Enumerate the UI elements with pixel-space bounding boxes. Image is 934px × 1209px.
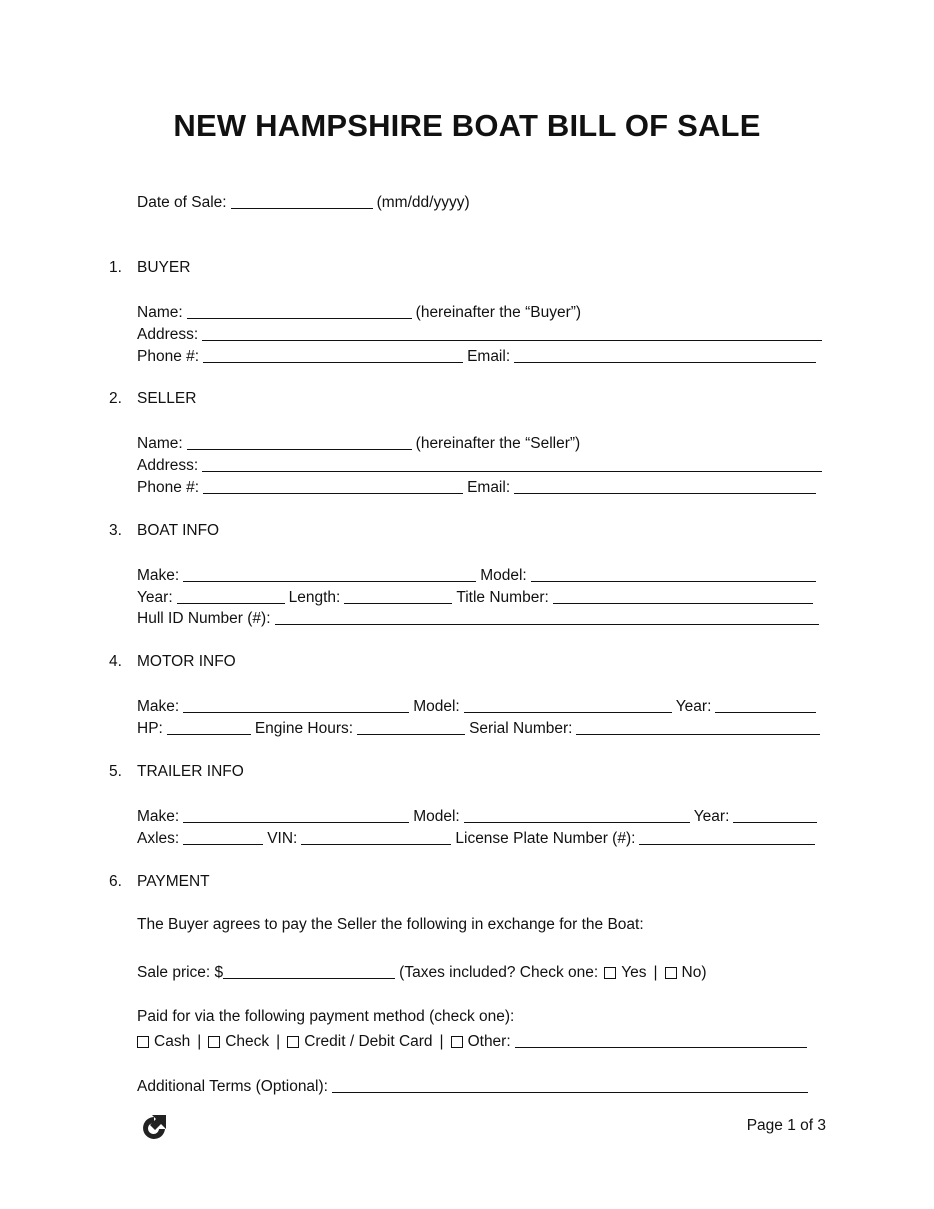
other-method-field[interactable] xyxy=(515,1032,807,1048)
card-checkbox[interactable] xyxy=(287,1036,299,1048)
seller-address-field[interactable] xyxy=(202,456,822,472)
cash-checkbox[interactable] xyxy=(137,1036,149,1048)
buyer-name-field[interactable] xyxy=(187,303,412,319)
motor-hours-label: Engine Hours: xyxy=(254,720,354,737)
trailer-make-row xyxy=(137,807,821,826)
motor-make-field[interactable] xyxy=(183,697,409,713)
motor-model-field[interactable] xyxy=(464,697,672,713)
boat-make-row xyxy=(137,566,820,585)
taxes-yes-label: Yes xyxy=(621,964,647,981)
cash-label: Cash xyxy=(154,1033,191,1050)
section-buyer-heading xyxy=(109,259,190,277)
boat-year-field[interactable] xyxy=(177,588,285,604)
motor-hp-label: HP: xyxy=(137,720,163,737)
sale-price-row xyxy=(137,963,707,982)
buyer-name-row xyxy=(137,303,581,322)
section-number: 2. xyxy=(109,390,122,407)
motor-model-label: Model: xyxy=(413,698,460,715)
seller-name-field[interactable] xyxy=(187,434,412,450)
trailer-year-field[interactable] xyxy=(733,807,817,823)
motor-hours-field[interactable] xyxy=(357,719,465,735)
buyer-email-label: Email: xyxy=(467,348,511,365)
boat-title-label: Title Number: xyxy=(456,589,549,606)
motor-hp-row xyxy=(137,719,824,738)
arrow-refresh-icon xyxy=(140,1112,170,1144)
motor-year-label: Year: xyxy=(675,698,712,715)
trailer-axles-label: Axles: xyxy=(137,830,180,847)
trailer-model-field[interactable] xyxy=(464,807,690,823)
seller-phone-field[interactable] xyxy=(203,478,463,494)
seller-name-label: Name: xyxy=(137,435,183,452)
motor-make-row xyxy=(137,697,820,716)
additional-terms-row xyxy=(137,1077,812,1096)
motor-make-label: Make: xyxy=(137,698,180,715)
section-trailer-heading xyxy=(109,763,244,781)
buyer-name-label: Name: xyxy=(137,304,183,321)
buyer-address-label: Address: xyxy=(137,326,199,343)
boat-model-field[interactable] xyxy=(531,566,816,582)
trailer-vin-field[interactable] xyxy=(301,829,451,845)
additional-terms-label: Additional Terms (Optional): xyxy=(137,1078,328,1095)
date-of-sale-field[interactable] xyxy=(231,193,373,209)
trailer-axles-row xyxy=(137,829,819,848)
check-label: Check xyxy=(225,1033,270,1050)
sale-price-label: Sale price: $ xyxy=(137,964,224,981)
payment-intro xyxy=(137,916,644,934)
seller-address-row xyxy=(137,456,826,475)
section-number: 3. xyxy=(109,522,122,539)
trailer-year-label: Year: xyxy=(693,808,730,825)
section-title: BUYER xyxy=(137,259,191,276)
motor-year-field[interactable] xyxy=(715,697,816,713)
boat-year-label: Year: xyxy=(137,589,173,606)
trailer-plate-label: License Plate Number (#): xyxy=(455,830,636,847)
card-label: Credit / Debit Card xyxy=(304,1033,433,1050)
seller-contact-row xyxy=(137,478,820,497)
buyer-phone-field[interactable] xyxy=(203,347,463,363)
buyer-contact-row xyxy=(137,347,820,366)
separator: | xyxy=(439,1033,444,1050)
seller-address-label: Address: xyxy=(137,457,199,474)
page-number: Page 1 of 3 xyxy=(746,1117,826,1134)
trailer-plate-field[interactable] xyxy=(639,829,815,845)
trailer-make-field[interactable] xyxy=(183,807,409,823)
taxes-no-checkbox[interactable] xyxy=(665,967,677,979)
boat-hull-field[interactable] xyxy=(275,609,819,625)
date-of-sale-row xyxy=(137,193,470,212)
boat-make-field[interactable] xyxy=(183,566,476,582)
taxes-included-label: (Taxes included? Check one: xyxy=(399,964,599,981)
additional-terms-field[interactable] xyxy=(332,1077,808,1093)
seller-phone-label: Phone #: xyxy=(137,479,200,496)
document-title: NEW HAMPSHIRE BOAT BILL OF SALE xyxy=(173,108,761,143)
boat-hull-label: Hull ID Number (#): xyxy=(137,610,271,627)
motor-serial-label: Serial Number: xyxy=(469,720,573,737)
taxes-yes-checkbox[interactable] xyxy=(604,967,616,979)
section-number: 1. xyxy=(109,259,122,276)
section-title: SELLER xyxy=(137,390,197,407)
seller-name-hint: (hereinafter the “Seller”) xyxy=(415,435,581,452)
date-format-hint: (mm/dd/yyyy) xyxy=(376,194,470,211)
section-boat-heading xyxy=(109,522,219,540)
boat-length-field[interactable] xyxy=(344,588,452,604)
seller-email-field[interactable] xyxy=(514,478,816,494)
seller-name-row xyxy=(137,434,580,453)
trailer-axles-field[interactable] xyxy=(183,829,263,845)
buyer-phone-label: Phone #: xyxy=(137,348,200,365)
section-motor-heading xyxy=(109,653,236,671)
payment-method-label: Paid for via the following payment method (check one): xyxy=(137,1008,515,1025)
taxes-no-label: No) xyxy=(681,964,707,981)
section-title: BOAT INFO xyxy=(137,522,220,539)
seller-email-label: Email: xyxy=(467,479,511,496)
section-title: MOTOR INFO xyxy=(137,653,236,670)
boat-make-label: Make: xyxy=(137,567,180,584)
section-number: 5. xyxy=(109,763,122,780)
payment-method-row xyxy=(137,1032,811,1051)
other-checkbox[interactable] xyxy=(451,1036,463,1048)
motor-hp-field[interactable] xyxy=(167,719,251,735)
trailer-vin-label: VIN: xyxy=(267,830,298,847)
other-label: Other: xyxy=(467,1033,511,1050)
buyer-name-hint: (hereinafter the “Buyer”) xyxy=(415,304,582,321)
boat-year-row xyxy=(137,588,817,607)
payment-intro-text: The Buyer agrees to pay the Seller the following in exchange for the Boat: xyxy=(137,916,644,933)
section-title: PAYMENT xyxy=(137,873,210,890)
separator: | xyxy=(276,1033,281,1050)
boat-hull-row xyxy=(137,609,823,628)
section-title: TRAILER INFO xyxy=(137,763,244,780)
boat-length-label: Length: xyxy=(288,589,341,606)
separator: | xyxy=(653,964,658,981)
check-checkbox[interactable] xyxy=(208,1036,220,1048)
section-number: 6. xyxy=(109,873,122,890)
buyer-address-row xyxy=(137,325,826,344)
motor-serial-field[interactable] xyxy=(576,719,820,735)
separator: | xyxy=(197,1033,202,1050)
trailer-make-label: Make: xyxy=(137,808,180,825)
sale-price-field[interactable] xyxy=(223,963,395,979)
buyer-email-field[interactable] xyxy=(514,347,816,363)
section-payment-heading xyxy=(109,873,210,891)
section-number: 4. xyxy=(109,653,122,670)
payment-method-heading xyxy=(137,1008,514,1026)
boat-title-field[interactable] xyxy=(553,588,813,604)
boat-model-label: Model: xyxy=(480,567,527,584)
trailer-model-label: Model: xyxy=(413,808,460,825)
date-of-sale-label: Date of Sale: xyxy=(137,194,227,211)
section-seller-heading xyxy=(109,390,196,408)
buyer-address-field[interactable] xyxy=(202,325,822,341)
